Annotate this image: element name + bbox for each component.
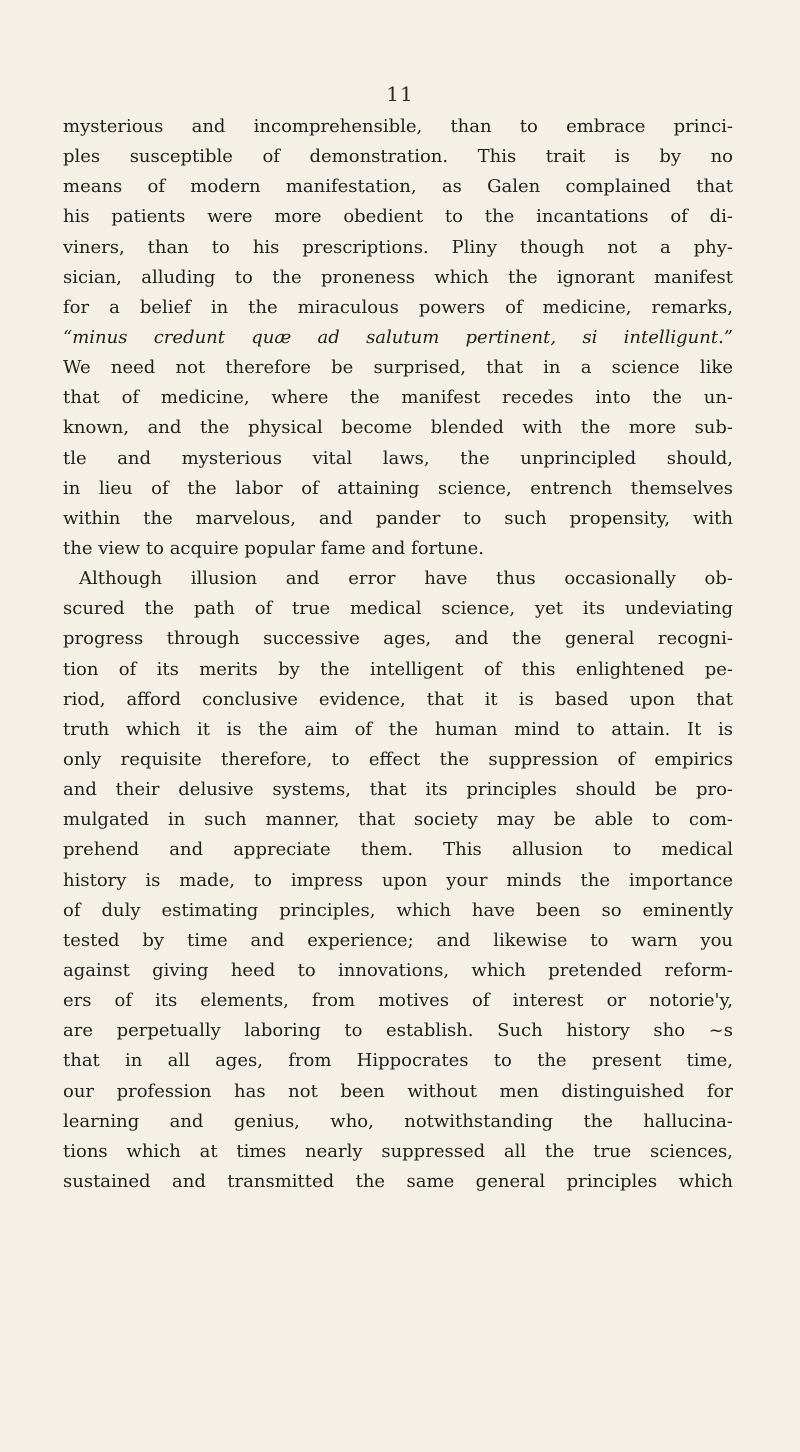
text-line: riod, afford conclusive evidence, that it is based upon that xyxy=(63,688,733,710)
text-line: and their delusive systems, that its principles should be pro- xyxy=(63,779,733,801)
text-line: sician, alluding to the proneness which the ignorant manifest xyxy=(63,266,733,288)
text-line: Although illusion and error have thus occasionally ob- xyxy=(79,568,733,590)
text-line: mulgated in such manner, that society may be able to com- xyxy=(63,809,733,831)
text-line: against giving heed to innovations, which pretended reform- xyxy=(63,959,733,981)
text-line: means of modern manifestation, as Galen complained that xyxy=(63,176,733,198)
text-line: progress through successive ages, and the general recogni- xyxy=(63,628,733,650)
text-line: tle and mysterious vital laws, the unprincipled should, xyxy=(63,447,733,469)
text-line: his patients were more obedient to the incantations of di- xyxy=(63,206,733,228)
text-line: only requisite therefore, to effect the suppression of empirics xyxy=(63,748,733,770)
text-line: scured the path of true medical science, yet its undeviating xyxy=(63,598,733,620)
text-line: truth which it is the aim of the human mind to attain. It is xyxy=(63,718,733,740)
text-line: We need not therefore be surprised, that in a science like xyxy=(63,357,733,379)
text-line: known, and the physical become blended with the more sub- xyxy=(63,417,733,439)
text-line: tion of its merits by the intelligent of this enlightened pe- xyxy=(63,658,733,680)
text-line: ers of its elements, from motives of interest or notorie'y, xyxy=(63,990,733,1012)
text-line: sustained and transmitted the same general principles which xyxy=(63,1170,733,1192)
text-line: learning and genius, who, notwithstanding the hallucina- xyxy=(63,1110,733,1132)
body-text xyxy=(63,112,733,1197)
text-line: are perpetually laboring to establish. Such history sho ~s xyxy=(63,1020,733,1042)
text-line: viners, than to his prescriptions. Pliny though not a phy- xyxy=(63,236,733,258)
text-line: history is made, to impress upon your minds the importance xyxy=(63,869,733,891)
text-line: tions which at times nearly suppressed all the true sciences, xyxy=(63,1140,733,1162)
text-line: in lieu of the labor of attaining science, entrench themselves xyxy=(63,477,733,499)
text-line: our profession has not been without men distinguished for xyxy=(63,1080,733,1102)
text-line: prehend and appreciate them. This allusion to medical xyxy=(63,839,733,861)
text-line: of duly estimating principles, which have been so eminently xyxy=(63,899,733,921)
text-line: for a belief in the miraculous powers of medicine, remarks, xyxy=(63,296,733,318)
page-number: 11 xyxy=(386,82,414,106)
text-line: that in all ages, from Hippocrates to the present time, xyxy=(63,1050,733,1072)
text-line: that of medicine, where the manifest recedes into the un- xyxy=(63,387,733,409)
text-line: “minus credunt quæ ad salutum pertinent, si intelligunt.” xyxy=(63,326,733,348)
text-line: ples susceptible of demonstration. This trait is by no xyxy=(63,146,733,168)
text-line: within the marvelous, and pander to such propensity, with xyxy=(63,507,733,529)
text-line: the view to acquire popular fame and fortune. xyxy=(63,537,484,559)
text-line: tested by time and experience; and likewise to warn you xyxy=(63,929,733,951)
text-line: mysterious and incomprehensible, than to embrace princi- xyxy=(63,116,733,137)
